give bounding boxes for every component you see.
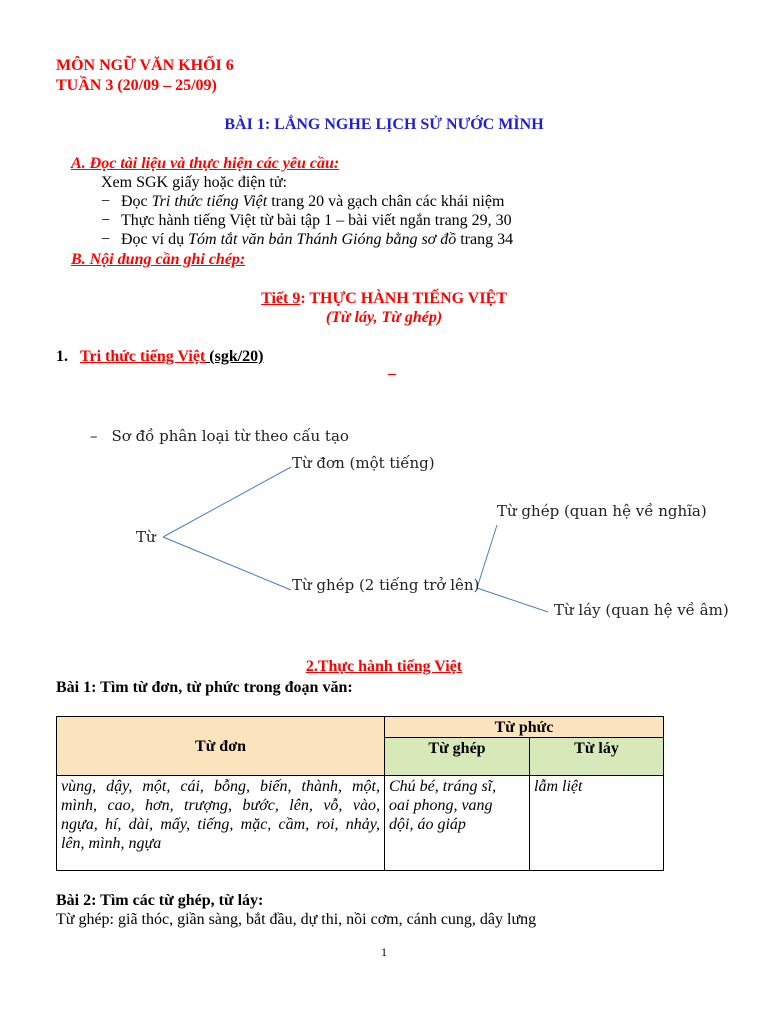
list-item: − Đọc Tri thức tiếng Việt trang 20 và gạch chân các khái niệm	[101, 193, 505, 210]
branch-line-compound	[163, 537, 291, 590]
period-subtitle: (Từ láy, Từ ghép)	[325, 309, 443, 326]
dash-bullet: −	[101, 212, 111, 229]
part1-heading: 1. Tri thức tiếng Việt (sgk/20)	[56, 348, 264, 365]
diagram-node-single: Từ đơn (một tiếng)	[292, 454, 435, 472]
part2-heading: 2.Thực hành tiếng Việt	[305, 658, 463, 675]
week-heading: TUẦN 3 (20/09 – 25/09)	[56, 77, 217, 94]
branch-line-semantic	[477, 525, 497, 588]
section-b-heading: B. Nội dung cần ghi chép:	[71, 251, 246, 268]
diagram-root: Từ	[136, 528, 156, 546]
diagram-node-semantic: Từ ghép (quan hệ về nghĩa)	[497, 502, 707, 520]
section-a-intro: Xem SGK giấy hoặc điện tử:	[101, 174, 287, 191]
header-reduplicative-words: Từ láy	[530, 738, 664, 776]
list-item: − Đọc ví dụ Tóm tắt văn bản Thánh Gióng bằng sơ đồ trang 34	[101, 231, 514, 248]
diagram-node-phonetic: Từ láy (quan hệ về âm)	[554, 601, 729, 619]
exercise1-heading: Bài 1: Tìm từ đơn, từ phức trong đoạn văn:	[56, 679, 353, 696]
diagram-heading: – Sơ đồ phân loại từ theo cấu tạo	[90, 427, 349, 445]
header-single-words: Từ đơn	[57, 717, 385, 776]
cell-reduplicative-words: lẫm liệt	[530, 776, 664, 871]
branch-line-phonetic	[477, 588, 548, 612]
diagram-node-compound: Từ ghép (2 tiếng trở lên)	[292, 576, 480, 594]
header-complex-words: Từ phức	[385, 717, 664, 738]
cell-compound-words: Chú bé, tráng sĩ, oai phong, vang dội, áo giáp	[385, 776, 530, 871]
dash-bullet: −	[101, 231, 111, 248]
list-item: − Thực hành tiếng Việt từ bài tập 1 – bài viết ngắn trang 29, 30	[101, 212, 512, 229]
word-classification-table	[56, 716, 664, 871]
header-compound-words: Từ ghép	[385, 738, 530, 776]
dash-bullet: −	[101, 193, 111, 210]
exercise2-heading: Bài 2: Tìm các từ ghép, từ láy:	[56, 892, 264, 909]
exercise2-answer: Từ ghép: giã thóc, giần sàng, bắt đầu, dự thi, nồi cơm, cánh cung, dây lưng	[56, 911, 537, 928]
cell-single-words: vùng, dậy, một, cái, bỗng, biến, thành, một, mình, cao, hơn, trượng, bước, lên, vỗ, vào, ngựa, hí, dài, mấy, tiếng, mặc, cầm, roi, nhảy, lên, mình, ngựa	[57, 776, 385, 871]
red-dash-mark: –	[388, 365, 396, 382]
page-number: 1	[381, 945, 387, 959]
subject-heading: MÔN NGỮ VĂN KHỐI 6	[56, 57, 234, 74]
branch-line-single	[163, 467, 291, 537]
section-a-heading: A. Đọc tài liệu và thực hiện các yêu cầu:	[71, 155, 340, 172]
lesson-title: BÀI 1: LẮNG NGHE LỊCH SỬ NƯỚC MÌNH	[224, 116, 544, 133]
period-heading: Tiết 9: THỰC HÀNH TIẾNG VIỆT	[261, 290, 507, 307]
